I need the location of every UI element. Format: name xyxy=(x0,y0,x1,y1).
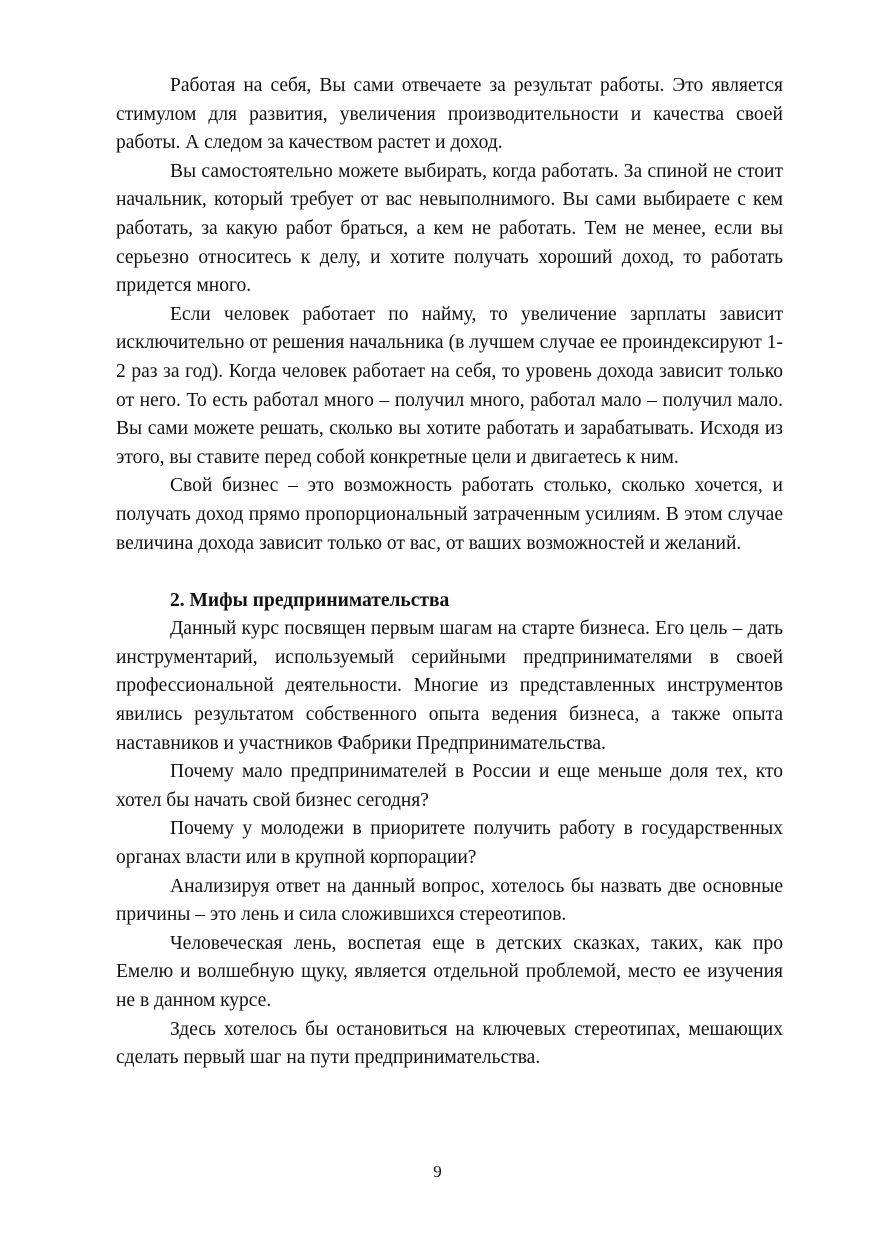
paragraph-salary-vs-income: Если человек работает по найму, то увеличение зарплаты зависит исключительно от решения начальника (в лучшем случае ее проиндексируют 1-2 раз за год). Когда человек работает на себя, то уровень дохода зависит только от него. То есть работал много – получил много, работал мало – получил мало. Вы сами можете решать, сколько вы хотите работать и зарабатывать. Исходя из этого, вы ставите перед собой конкретные цели и двигаетесь к ним. xyxy=(116,303,783,468)
paragraph-question-youth-priority: Почему у молодежи в приоритете получить работу в государственных органах власти или в крупной корпорации? xyxy=(116,818,783,869)
page-number: 9 xyxy=(433,1162,442,1181)
paragraph-two-reasons: Анализируя ответ на данный вопрос, хотелось бы назвать две основные причины – это лень и сила сложившихся стереотипов. xyxy=(116,875,783,926)
paragraph-question-few-entrepreneurs: Почему мало предпринимателей в России и еще меньше доля тех, кто хотел бы начать свой бизнес сегодня? xyxy=(116,761,783,811)
paragraph-course-purpose: Данный курс посвящен первым шагам на старте бизнеса. Его цель – дать инструментарий, используемый серийными предпринимателями в своей профессиональной деятельности. Многие из представленных инструментов явились результатом собственного опыта ведения бизнеса, а также опыта наставников и участников Фабрики Предпринимательства. xyxy=(116,618,783,754)
paragraph-work-for-yourself: Работая на себя, Вы сами отвечаете за результат работы. Это является стимулом для развития, увеличения производительности и качества своей работы. А следом за качеством растет и доход. xyxy=(116,75,783,154)
paragraph-own-business: Свой бизнес – это возможность работать столько, сколько хочется, и получать доход прямо пропорциональный затраченным усилиям. В этом случае величина дохода зависит только от вас, от ваших возможностей и желаний. xyxy=(116,475,783,554)
document-page xyxy=(116,72,783,1073)
paragraph-human-laziness: Человеческая лень, воспетая еще в детских сказках, таких, как про Емелю и волшебную щуку, является отдельной проблемой, место ее изучения не в данном курсе. xyxy=(116,932,783,1011)
section-heading: 2. Мифы предпринимательства xyxy=(170,589,450,611)
section-spacer xyxy=(116,558,783,587)
paragraph-choose-when-to-work: Вы самостоятельно можете выбирать, когда работать. За спиной не стоит начальник, который требует от вас невыполнимого. Вы сами выбираете с кем работать, за какую работ браться, а кем не работать. Тем не менее, если вы серьезно относитесь к делу, и хотите получать хороший доход, то работать придется много. xyxy=(116,160,783,297)
paragraph-key-stereotypes: Здесь хотелось бы остановиться на ключевых стереотипах, мешающих сделать первый шаг на пути предпринимательства. xyxy=(116,1018,783,1069)
